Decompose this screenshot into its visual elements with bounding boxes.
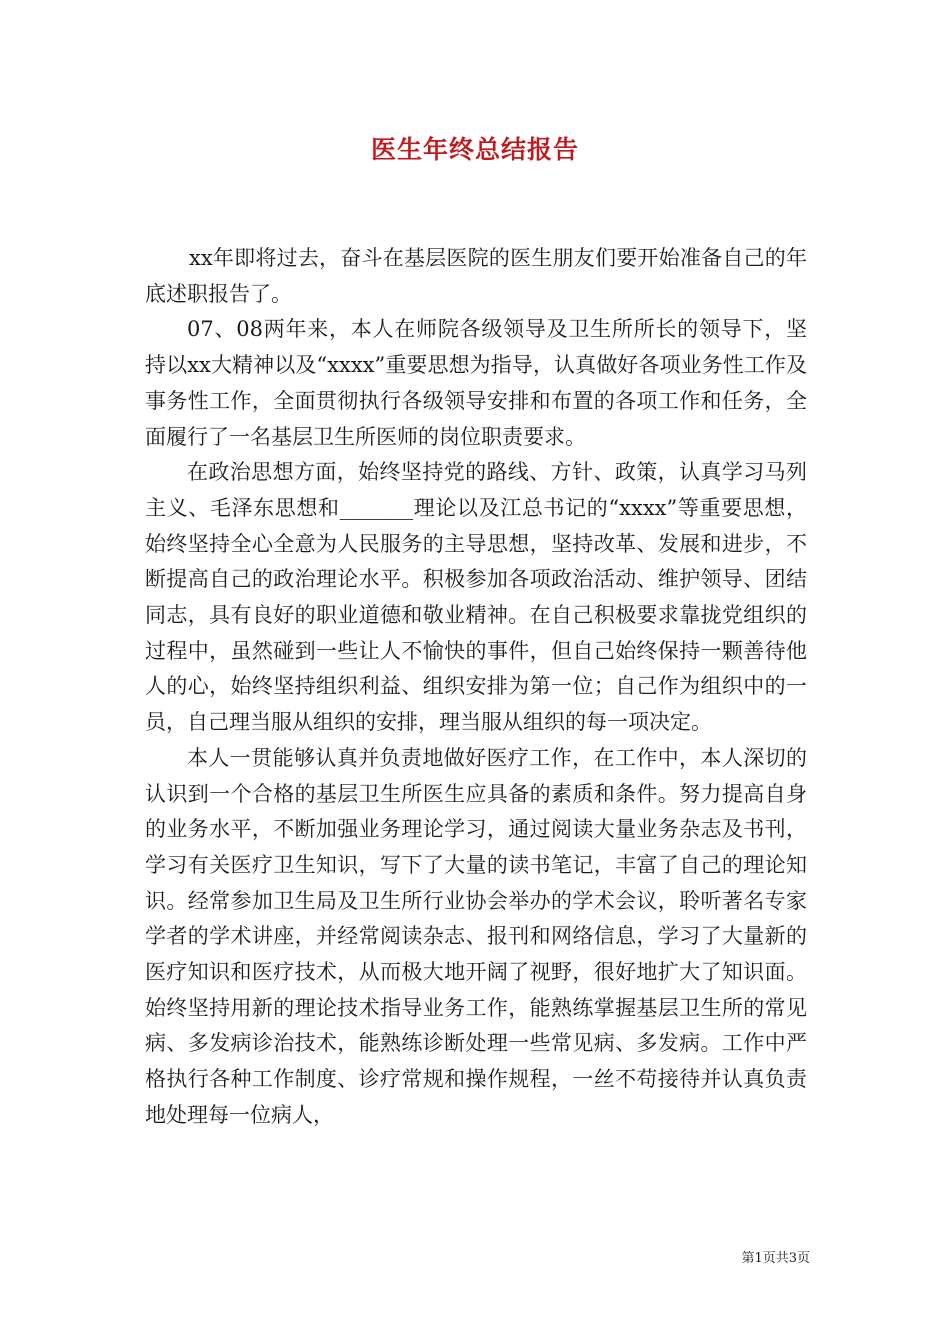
document-title: 医生年终总结报告 bbox=[370, 135, 579, 164]
paragraph-political: 在政治思想方面，始终坚持党的路线、方针、政策，认真学习马列主义、毛泽东思想和_______理论以及江总书记的“xxxx”等重要思想，始终坚持全心全意为人民服务的主导思想，坚持改革、发展和进步，不断提高自己的政治理论水平。积极参加各项政治活动、维护领导、团结同志，具有良好的职业道德和敬业精神。在自己积极要求靠拢党组织的过程中，虽然碰到一些让人不愉快的事件，但自己始终保持一颗善待他人的心，始终坚持组织利益、组织安排为第一位；自己作为组织中的一员，自己理当服从组织的安排，理当服从组织的每一项决定。 bbox=[145, 460, 807, 735]
page-number: 第1页共3页 bbox=[741, 1251, 810, 1266]
document-body bbox=[145, 241, 807, 1134]
paragraph-overview: 07、08两年来，本人在师院各级领导及卫生所所长的领导下，坚持以xx大精神以及“xxxx”重要思想为指导，认真做好各项业务性工作及事务性工作，全面贯彻执行各级领导安排和布置的各项工作和任务，全面履行了一名基层卫生所医师的岗位职责要求。 bbox=[145, 317, 807, 449]
paragraph-medical-work: 本人一贯能够认真并负责地做好医疗工作，在工作中，本人深切的认识到一个合格的基层卫生所医生应具备的素质和条件。努力提高自身的业务水平，不断加强业务理论学习，通过阅读大量业务杂志及书刊，学习有关医疗卫生知识，写下了大量的读书笔记，丰富了自己的理论知识。经常参加卫生局及卫生所行业协会举办的学术会议，聆听著名专家学者的学术讲座，并经常阅读杂志、报刊和网络信息，学习了大量新的医疗知识和医疗技术，从而极大地开阔了视野，很好地扩大了知识面。始终坚持用新的理论技术指导业务工作，能熟练掌握基层卫生所的常见病、多发病诊治技术，能熟练诊断处理一些常见病、多发病。工作中严格执行各种工作制度、诊疗常规和操作规程，一丝不苟接待并认真负责地处理每一位病人， bbox=[145, 745, 807, 1127]
paragraph-intro: xx年即将过去，奋斗在基层医院的医生朋友们要开始准备自己的年底述职报告了。 bbox=[145, 246, 807, 306]
